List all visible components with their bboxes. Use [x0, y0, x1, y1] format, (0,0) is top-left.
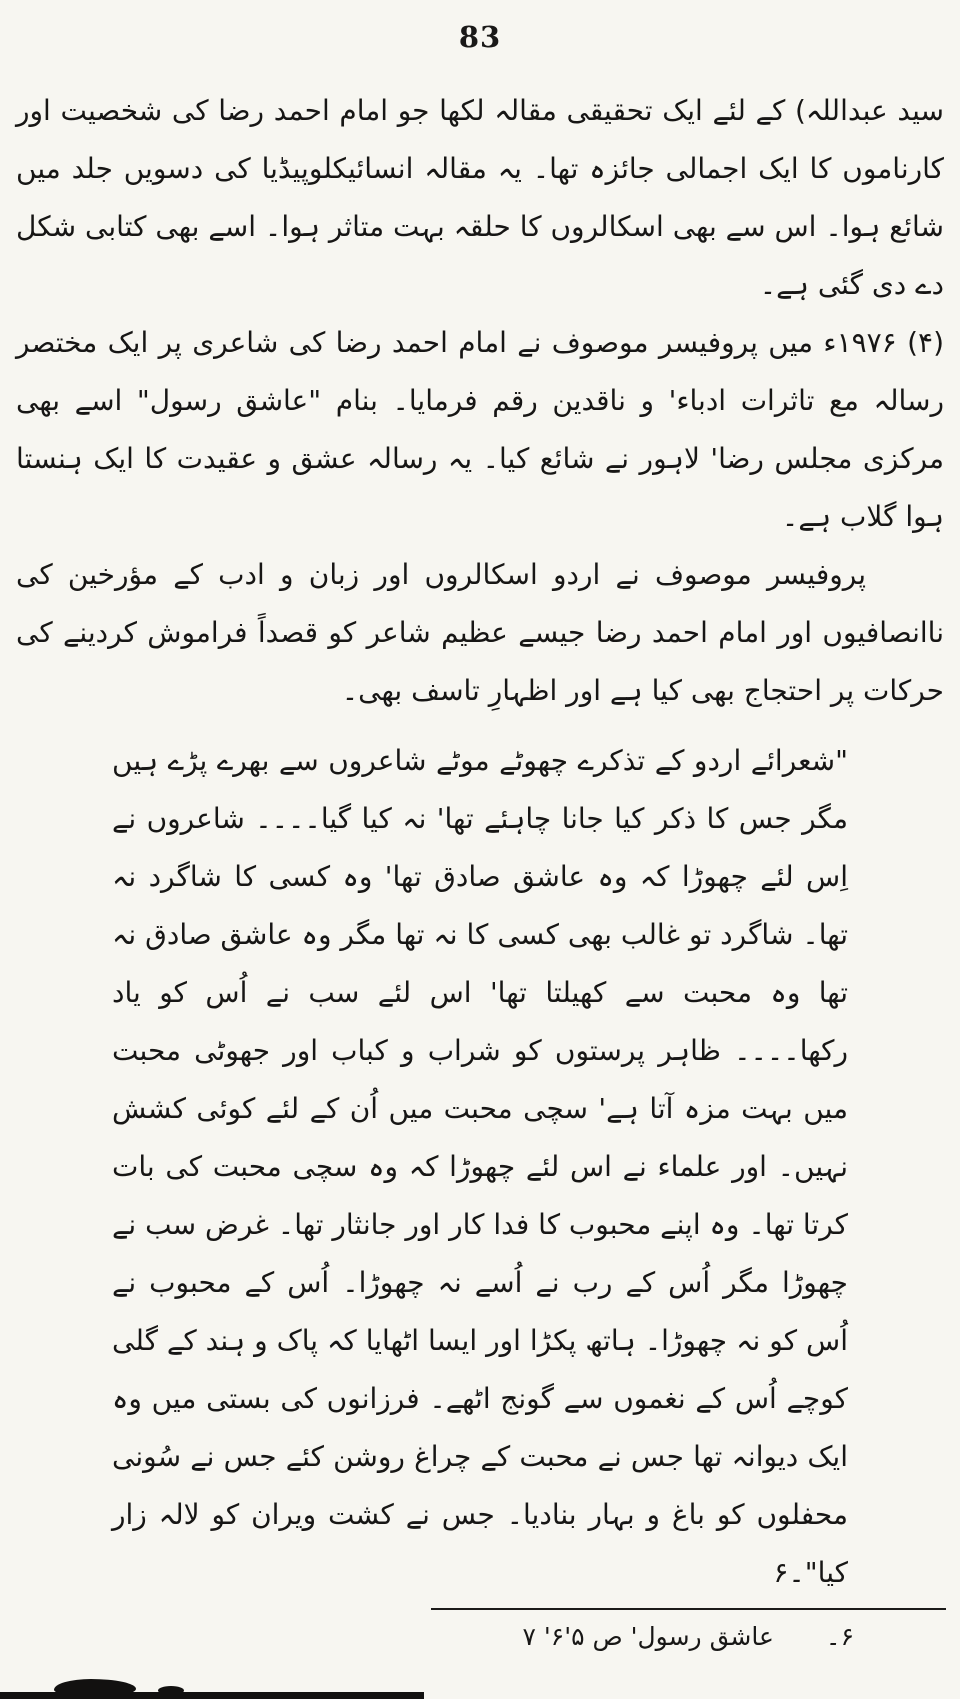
paragraph: پروفیسر موصوف نے اردو اسکالروں اور زبان و ادب کے مؤرخین کی ناانصافیوں اور امام احمد رضا جیسے عظیم شاعر کو قصداً فراموش کردینے کی حرکات پر احتجاج بھی کیا ہے اور اظہارِ تاسف بھی۔ [16, 558, 944, 707]
footnote-citation: عاشق رسول' ص ۵'۶' ۷ [522, 1622, 774, 1651]
paragraph: (۴) ۱۹۷۶ء میں پروفیسر موصوف نے امام احمد رضا کی شاعری پر ایک مختصر رسالہ مع تاثرات ادباء' و ناقدین رقم فرمایا۔ بنام "عاشق رسول" اسے بھی مرکزی مجلس رضا' لاہور نے شائع کیا۔ یہ رسالہ عشق و عقیدت کا ایک ہنستا ہوا گلاب ہے۔ [16, 326, 944, 533]
page-body [0, 54, 960, 1602]
footnote [431, 1608, 946, 1654]
scan-artifact [0, 1692, 424, 1699]
page-number: 83 [458, 20, 502, 54]
footnote-marker: ۶۔ [825, 1622, 854, 1651]
paragraph: سید عبداللہ) کے لئے ایک تحقیقی مقالہ لکھا جو امام احمد رضا کی شخصیت اور کارناموں کا ایک اجمالی جائزہ تھا۔ یہ مقالہ انسائیکلوپیڈیا کی دسویں جلد میں شائع ہوا۔ اس سے بھی اسکالروں کا حلقہ بہت متاثر ہوا۔ اسے بھی کتابی شکل دے دی گئی ہے۔ [16, 94, 944, 301]
quote-block: "شعرائے اردو کے تذکرے چھوٹے موٹے شاعروں سے بھرے پڑے ہیں مگر جس کا ذکر کیا جانا چاہئے تھا' نہ کیا گیا۔۔۔۔ شاعروں نے اِس لئے چھوڑا کہ وہ عاشق صادق تھا' وہ کسی کا شاگرد نہ تھا۔ شاگرد تو غالب بھی کسی کا نہ تھا مگر وہ عاشق صادق نہ تھا وہ محبت سے کھیلتا تھا' اس لئے سب نے اُس کو یاد رکھا۔۔۔۔ ظاہر پرستوں کو شراب و کباب اور جھوٹی محبت میں بہت مزہ آتا ہے' سچی محبت میں اُن کے لئے کوئی کشش نہیں۔ اور علماء نے اس لئے چھوڑا کہ وہ سچی محبت کی بات کرتا تھا۔ وہ اپنے محبوب کا فدا کار اور جانثار تھا۔ غرض سب نے چھوڑا مگر اُس کے رب نے اُسے نہ چھوڑا۔ اُس کے محبوب نے اُس کو نہ چھوڑا۔ ہاتھ پکڑا اور ایسا اٹھایا کہ پاک و ہند کے گلی کوچے اُس کے نغموں سے گونج اٹھے۔ فرزانوں کی بستی میں وہ ایک دیوانہ تھا جس نے محبت کے چراغ روشن کئے جس نے سُونی محفلوں کو باغ و بہار بنادیا۔ جس نے کشت ویران کو لالہ زار کیا"۔۶ [112, 744, 848, 1589]
